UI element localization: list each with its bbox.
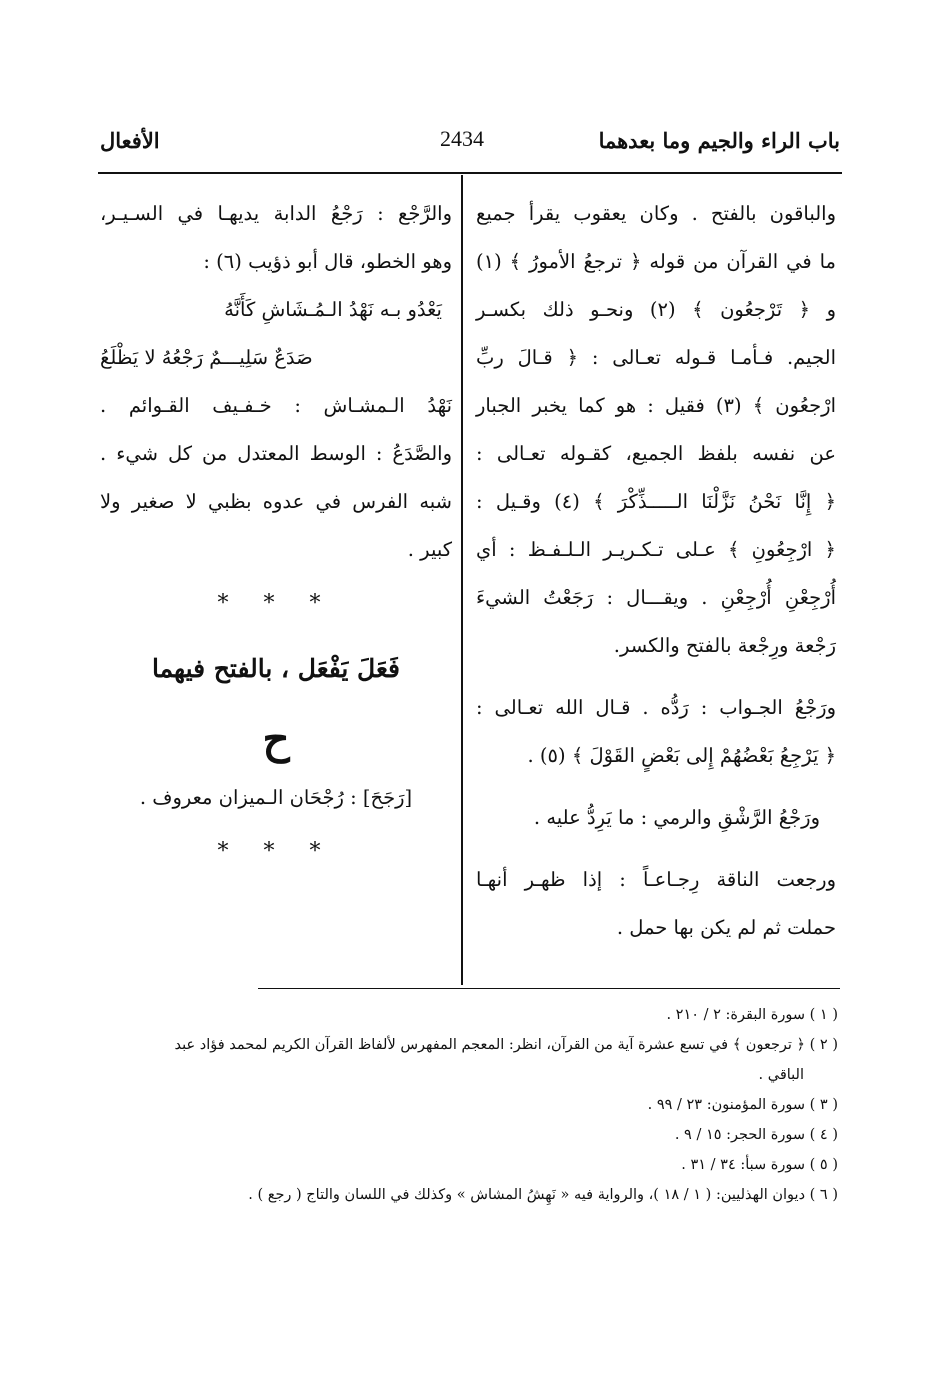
text-line: شبه الفرس في عدوه بظبي لا صغير ولا (100, 490, 452, 513)
section-heading: فَعَلَ يَفْعَل ، بالفتح فيهما (151, 654, 401, 683)
text-line: عن نفسه بلفظ الجميع، كقـوله تعـالى : (476, 442, 836, 465)
text-line: ﴿ يَرْجِعُ بَعْضُهُمْ إِلى بَعْضٍ القَوْلَ ﴾ (٥) . (527, 744, 836, 767)
footnote: ( ٤ ) سورة الحجر: ١٥ / ٩ . (674, 1127, 838, 1143)
section-separator: * * * (217, 591, 335, 616)
footnote-continuation: الباقي . (758, 1067, 804, 1083)
text-line: ﴿ ارْجِعُونِ ﴾ عـلى تـكـريـر الـلـفـظ : أي (476, 538, 836, 561)
chapter-title: باب الراء والجيم وما بعدهما (598, 128, 840, 153)
running-header (100, 128, 840, 168)
text-line: و ﴿ تَرْجعُون ﴾ (٢) ونحـو ذلك بكسـر (476, 298, 836, 321)
text-line: نَهْدُ الـمشـاش : خـفـيف القـوائم . (100, 394, 452, 417)
footnote: ( ٢ ) ﴿ ترجعون ﴾ في تسع عشرة آية من القرآن، انظر: المعجم المفهرس لألفاظ القرآن الكريم لمحمد فؤاد عبد (174, 1037, 838, 1053)
text-line: والباقون بالفتح . وكان يعقوب يقرأ جميع (476, 202, 836, 225)
text-line: والرَّجْع : رَجْعُ الدابة يديهـا في السـيـر، (100, 202, 452, 225)
text-line: ﴿ إِنَّا نَحْنُ نَزَّلْنَا الـــــذِّكْرَ ﴾ (٤) وقـيل : (476, 490, 836, 513)
section-name: الأفعال (100, 128, 160, 153)
letter-heading: ح (262, 714, 290, 763)
footnote: ( ٥ ) سورة سبأ: ٣٤ / ٣١ . (681, 1157, 838, 1173)
text-line: الجيم. فـأمـا قـوله تعـالى : ﴿ قـالَ ربِّ (476, 346, 836, 369)
text-line: ورَجْعُ الجـواب : رَدُّه . قـال الله تعـالى : (476, 696, 836, 719)
text-line: كبير . (407, 538, 452, 561)
verse-hemistich-1: يَعْدُو بـه نَهْدُ الـمُـشَاشِ كَأَنَّهُ (224, 298, 442, 321)
text-line: حملت ثم لم يكن بها حمل . (616, 916, 836, 939)
page-number: 2434 (440, 126, 484, 151)
left-column (100, 190, 452, 882)
entry-line: [رَجَحَ] : رُجْحَان الـميزان معروف . (139, 786, 413, 809)
header-rule (98, 172, 842, 174)
text-line: ورَجْعُ الرَّشْقِ والرمي : ما يَرِدُّ عليه . (533, 806, 820, 829)
text-line: رَجْعة ورِجْعة بالفتح والكسر. (613, 634, 836, 657)
verse-hemistich-2: صَدَعٌ سَلِيـــمٌ رَجْعُهُ لا يَظْلَعُ (100, 346, 313, 369)
footnotes (98, 1000, 838, 1210)
section-separator: * * * (217, 839, 335, 864)
text-line: ارْجعُون ﴾ (٣) فقيل : هو كما يخبر الجبار (476, 394, 836, 417)
footnote: ( ٦ ) ديوان الهذليين: ( ١ / ١٨ )، والرواية فيه « نَهِشُ المشاش » وكذلك في اللسان والتاج ( رجع ) . (248, 1187, 838, 1203)
text-line: أُرْجِعْنِ أُرْجِعْنِ . ويقـــال : رَجَعْتُ الشيءَ (476, 586, 836, 609)
footnote: ( ٣ ) سورة المؤمنون: ٢٣ / ٩٩ . (647, 1097, 838, 1113)
right-column (476, 190, 836, 952)
footnote: ( ١ ) سورة البقرة: ٢ / ٢١٠ . (666, 1007, 838, 1023)
footnote-rule (258, 988, 840, 989)
text-line: ورجعت الناقة رِجـاعـاً : إذا ظهـر أنهـا (476, 868, 836, 891)
text-line: وهو الخطو، قال أبو ذؤيب (٦) : (203, 250, 452, 273)
column-divider (461, 175, 463, 985)
text-line: ما في القرآن من قوله ﴿ ترجعُ الأمورُ ﴾ (١) (476, 250, 836, 273)
text-line: والصَّدَعُ : الوسط المعتدل من كل شيء . (100, 442, 452, 465)
